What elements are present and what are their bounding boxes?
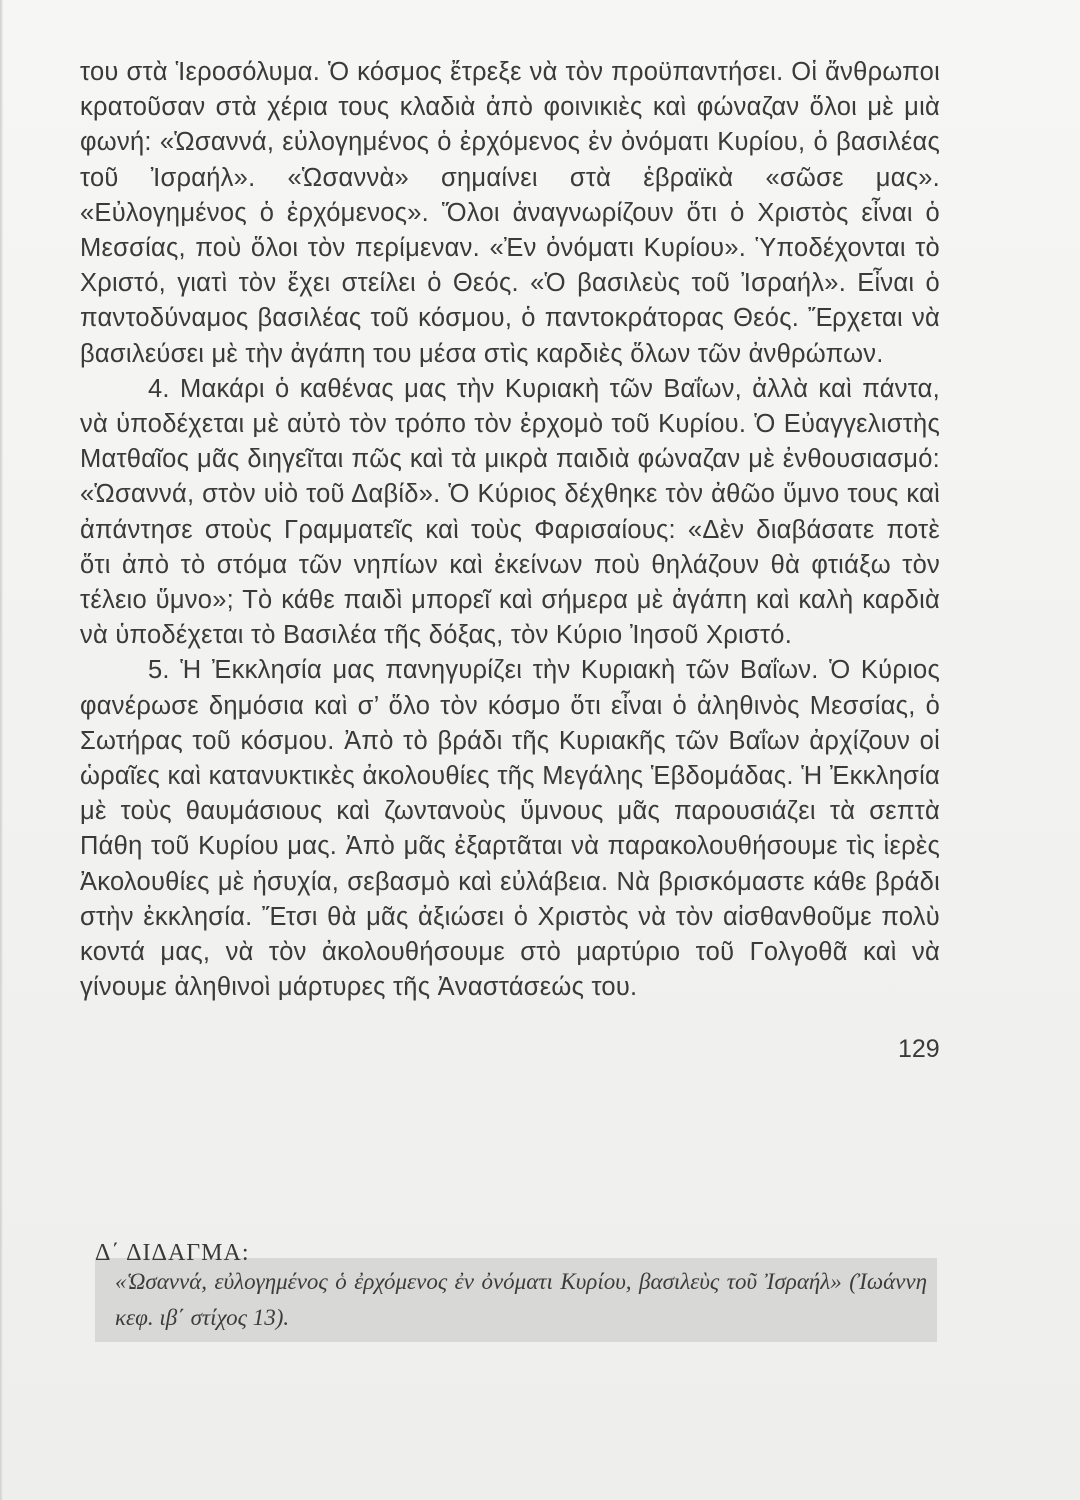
- page-edge-shadow: [0, 0, 3, 1500]
- teaching-heading: Δ΄ ΔΙΔΑΓΜΑ:: [95, 1240, 250, 1266]
- paragraph-section-5: 5. Ἡ Ἐκκλησία μας πανηγυρίζει τὴν Κυριακὴ τῶν Βαΐων. Ὁ Κύριος φανέρωσε δημόσια καὶ σ’ ὅλο τὸν κόσμο ὅτι εἶναι ὁ ἀληθινὸς Μεσσίας, ὁ Σωτήρας τοῦ κόσμου. Ἀπὸ τὸ βράδι τῆς Κυριακῆς τῶν Βαΐων ἀρχίζουν οἱ ὡραῖες καὶ κατανυκτικὲς ἀκολουθίες τῆς Μεγάλης Ἑβδομάδας. Ἡ Ἐκκλησία μὲ τοὺς θαυμάσιους καὶ ζωντανοὺς ὕμνους μᾶς παρουσιάζει τὰ σεπτὰ Πάθη τοῦ Κυρίου μας. Ἀπὸ μᾶς ἐξαρτᾶται νὰ παρακολουθήσουμε τὶς ἱερὲς Ἀκολουθίες μὲ ἡσυχία, σεβασμὸ καὶ εὐλάβεια. Νὰ βρισκόμαστε κάθε βράδι στὴν ἐκκλησία. Ἔτσι θὰ μᾶς ἀξιώσει ὁ Χριστὸς νὰ τὸν αἰσθανθοῦμε πολὺ κοντά μας, νὰ τὸν ἀκολουθήσουμε στὸ μαρτύριο τοῦ Γολγοθᾶ καὶ νὰ γίνουμε ἀληθινοὶ μάρτυρες τῆς Ἀναστάσεώς του.: [80, 656, 940, 1002]
- paragraph-section-4: 4. Μακάρι ὁ καθένας μας τὴν Κυριακὴ τῶν Βαΐων, ἀλλὰ καὶ πάντα, νὰ ὑποδέχεται μὲ αὐτὸ τὸν τρόπο τὸν ἐρχομὸ τοῦ Κυρίου. Ὁ Εὐαγγελιστὴς Ματθαῖος μᾶς διηγεῖται πῶς καὶ τὰ μικρὰ παιδιὰ φώναζαν μὲ ἐνθουσιασμό: «Ὡσαννά, στὸν υἱὸ τοῦ Δαβίδ». Ὁ Κύριος δέχθηκε τὸν ἀθῶο ὕμνο τους καὶ ἀπάντησε στοὺς Γραμματεῖς καὶ τοὺς Φαρισαίους: «Δὲν διαβάσατε ποτὲ ὅτι ἀπὸ τὸ στόμα τῶν νηπίων καὶ ἐκείνων ποὺ θηλάζουν θὰ φτιάξω τὸν τέλειο ὕμνο»; Τὸ κάθε παιδὶ μπορεῖ καὶ σήμερα μὲ ἀγάπη καὶ καλὴ καρδιὰ νὰ ὑποδέχεται τὸ Βασιλέα τῆς δόξας, τὸν Κύριο Ἰησοῦ Χριστό.: [80, 374, 940, 650]
- teaching-quote: «Ὡσαννά, εὐλογημένος ὁ ἐρχόμενος ἐν ὀνόματι Κυρίου, βασιλεὺς τοῦ Ἰσραήλ» (Ἰωάννη κεφ. ιβ΄ στίχος 13).: [115, 1269, 927, 1330]
- paragraph-continuation: του στὰ Ἱεροσόλυμα. Ὁ κόσμος ἔτρεξε νὰ τὸν προϋπαντήσει. Οἱ ἄνθρωποι κρατοῦσαν στὰ χέρια τους κλαδιὰ ἀπὸ φοινικιὲς καὶ φώναζαν ὅλοι μὲ μιὰ φωνή: «Ὡσαννά, εὐλογημένος ὁ ἐρχόμενος ἐν ὀνόματι Κυρίου, ὁ βασιλέας τοῦ Ἰσραήλ». «Ὡσαννὰ» σημαίνει στὰ ἑβραϊκὰ «σῶσε μας». «Εὐλογημένος ὁ ἐρχόμενος». Ὅλοι ἀναγνωρίζουν ὅτι ὁ Χριστὸς εἶναι ὁ Μεσσίας, ποὺ ὅλοι τὸν περίμεναν. «Ἐν ὀνόματι Κυρίου». Ὑποδέχονται τὸ Χριστό, γιατὶ τὸν ἔχει στείλει ὁ Θεός. «Ὁ βασιλεὺς τοῦ Ἰσραήλ». Εἶναι ὁ παντοδύναμος βασιλέας τοῦ κόσμου, ὁ παντοκράτορας Θεός. Ἔρχεται νὰ βασιλεύσει μὲ τὴν ἀγάπη του μέσα στὶς καρδιὲς ὅλων τῶν ἀνθρώπων.: [80, 58, 940, 368]
- teaching-quote-box: [95, 1258, 937, 1342]
- page-number: 129: [898, 1035, 940, 1063]
- body-text: [80, 55, 940, 1005]
